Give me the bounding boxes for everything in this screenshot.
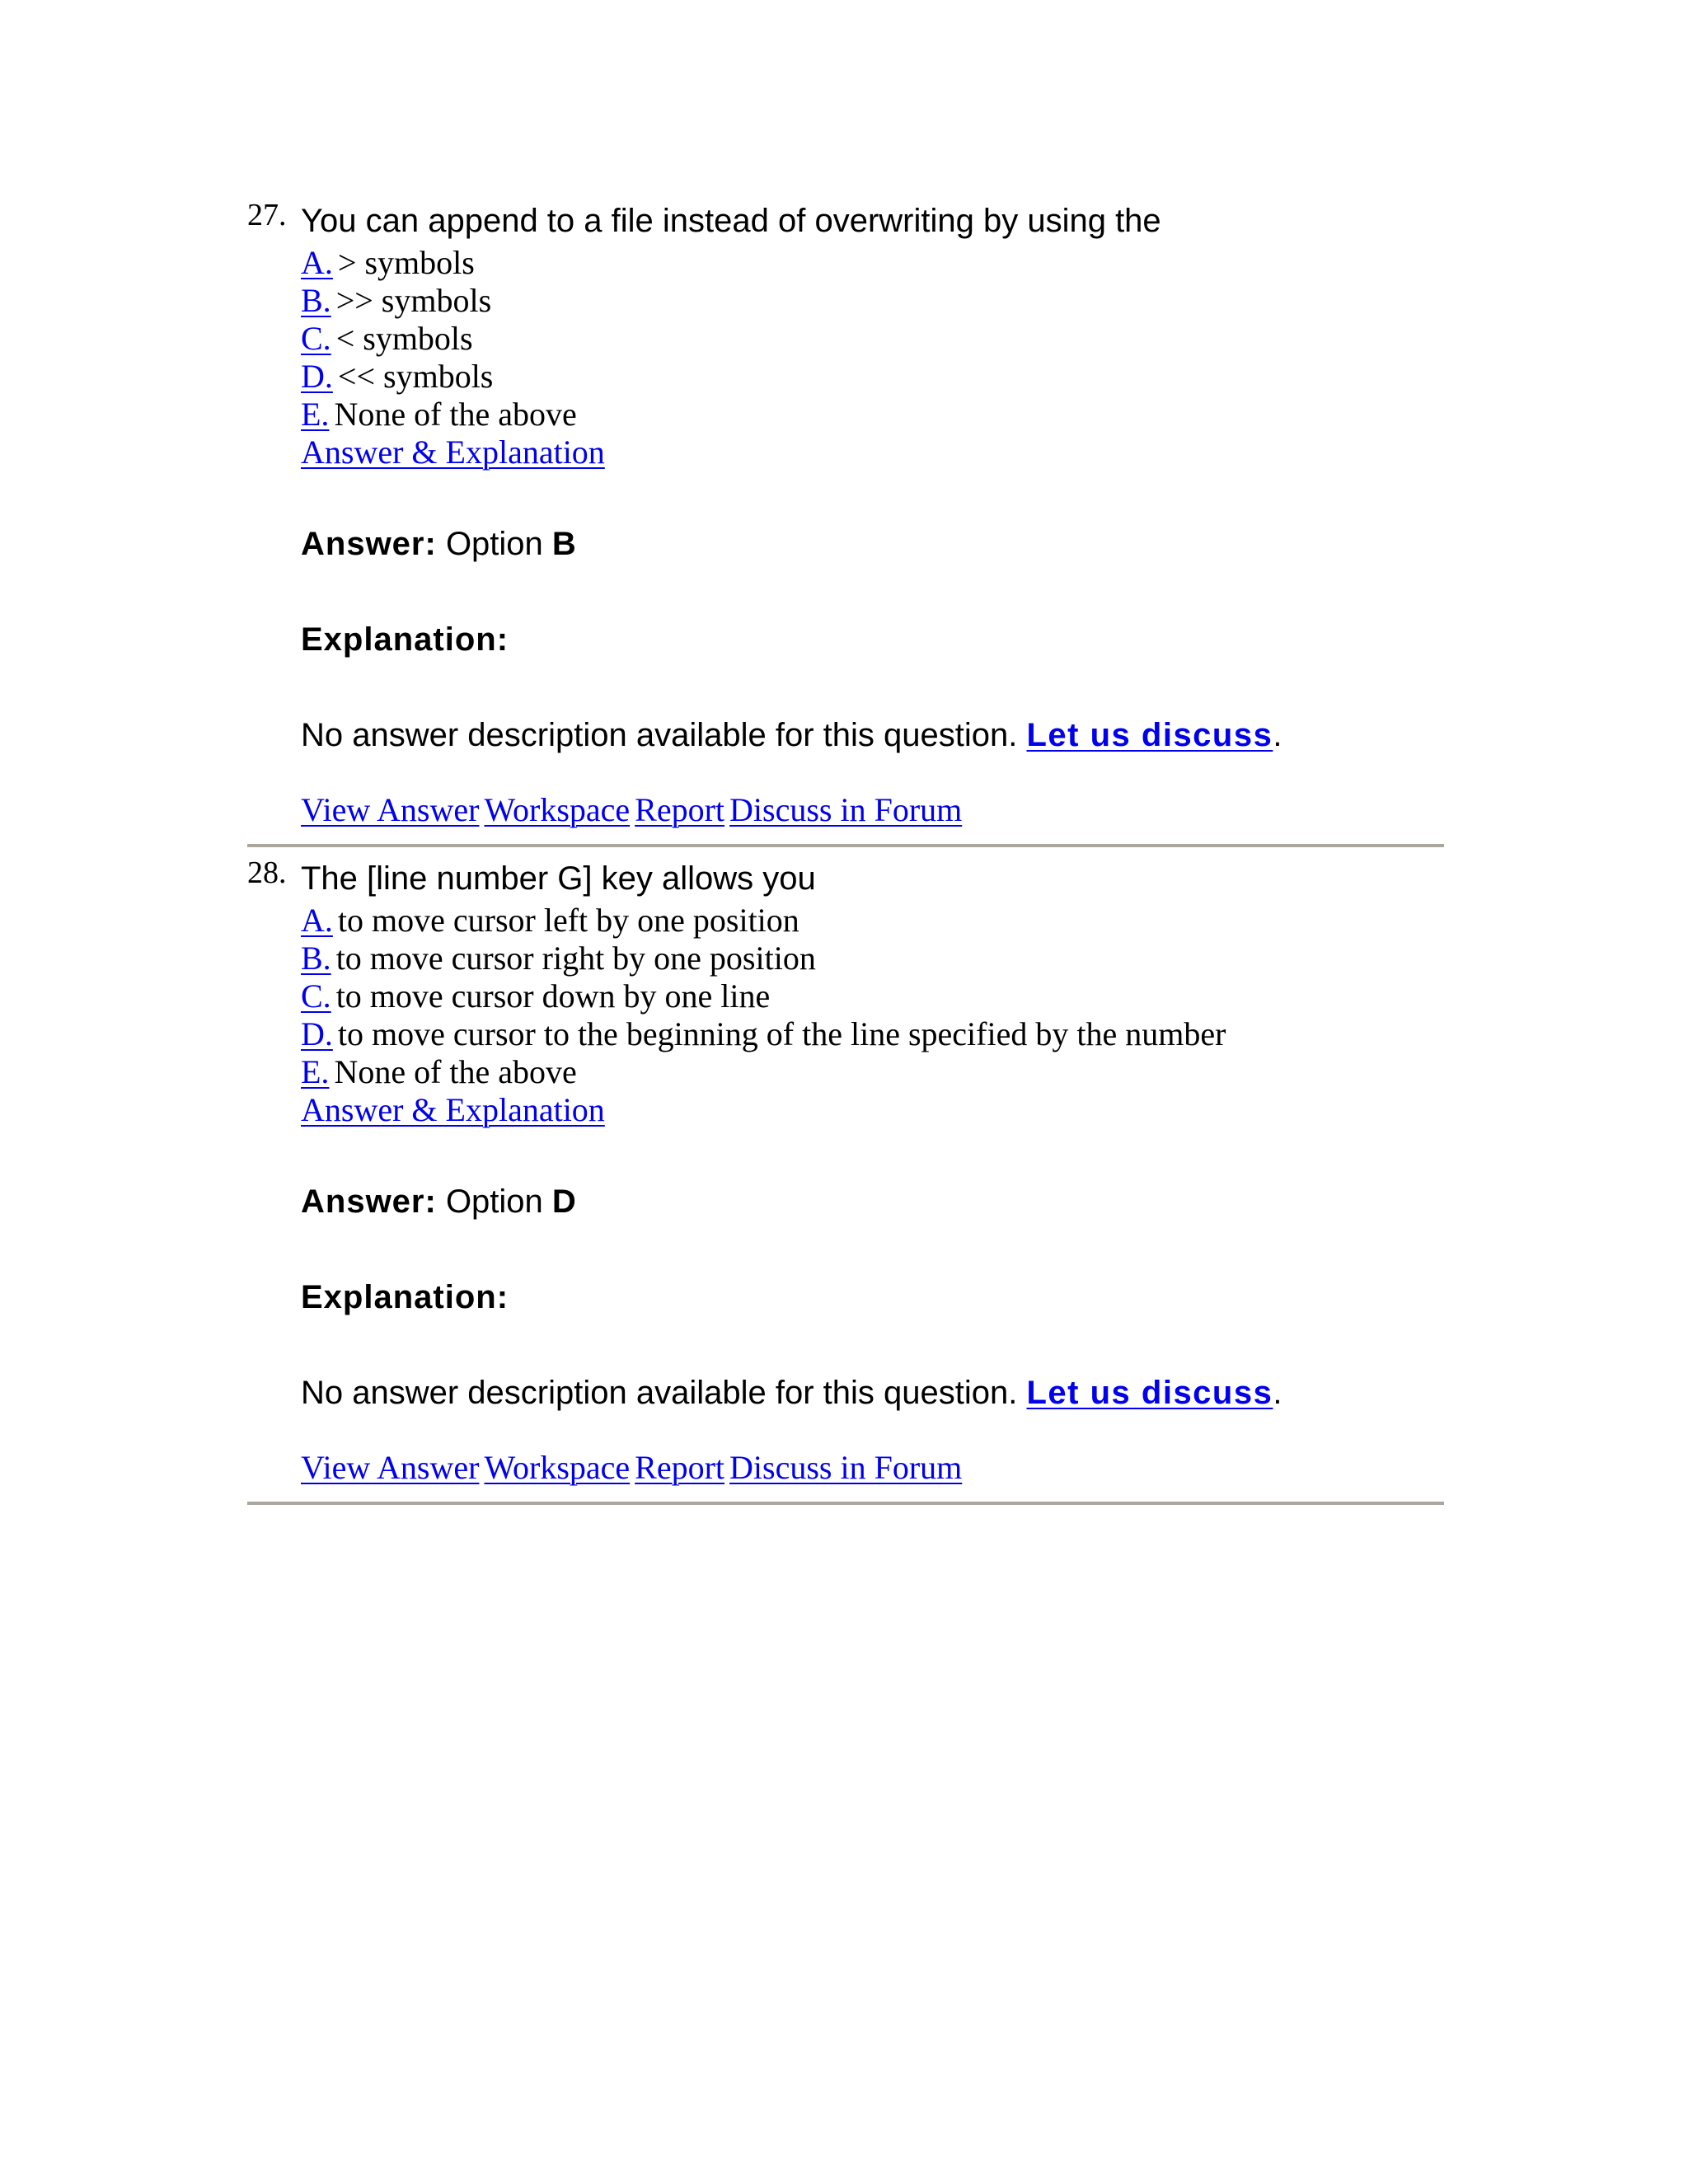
- option-b-link[interactable]: B.: [301, 282, 331, 319]
- option-c-link[interactable]: C.: [301, 320, 331, 357]
- discuss-suffix: .: [1273, 1375, 1282, 1411]
- question-text: You can append to a file instead of overwriting by using the: [301, 203, 1161, 239]
- option-d: [301, 1015, 1444, 1053]
- explanation-paragraph: [301, 715, 1444, 755]
- option-b-text: >> symbols: [335, 282, 492, 319]
- answer-label: Answer:: [301, 1183, 437, 1220]
- explanation-heading: Explanation:: [301, 621, 509, 658]
- action-links: [301, 791, 1444, 829]
- question-body: [301, 198, 1444, 829]
- option-c-text: to move cursor down by one line: [335, 977, 771, 1015]
- explanation-text: No answer description available for this question.: [301, 717, 1018, 753]
- option-b: [301, 940, 1444, 977]
- option-c: [301, 320, 1444, 358]
- option-e: [301, 1053, 1444, 1091]
- report-link[interactable]: Report: [635, 791, 725, 828]
- explanation-text: No answer description available for this question.: [301, 1375, 1018, 1411]
- option-a: [301, 902, 1444, 940]
- option-a-link[interactable]: A.: [301, 244, 333, 281]
- option-c-text: < symbols: [335, 320, 473, 357]
- option-e-text: None of the above: [334, 396, 577, 433]
- option-d-text: << symbols: [337, 358, 494, 395]
- let-us-discuss-link[interactable]: Let us discuss: [1026, 717, 1273, 753]
- option-e: [301, 396, 1444, 434]
- question-text: The [line number G] key allows you: [301, 860, 816, 897]
- option-d-text: to move cursor to the beginning of the line specified by the number: [337, 1015, 1226, 1052]
- option-e-text: None of the above: [334, 1053, 577, 1090]
- answer-explanation-toggle[interactable]: Answer & Explanation: [301, 1091, 605, 1128]
- report-link[interactable]: Report: [635, 1449, 725, 1486]
- answer-value: B: [551, 526, 576, 562]
- explanation-heading: Explanation:: [301, 1279, 509, 1315]
- option-b-link[interactable]: B.: [301, 940, 331, 977]
- option-d: [301, 358, 1444, 396]
- view-answer-link[interactable]: View Answer: [301, 1449, 480, 1486]
- discuss-suffix: .: [1273, 717, 1282, 753]
- answer-value: D: [551, 1183, 576, 1220]
- question-divider: [247, 844, 1444, 847]
- answer-prefix: Option: [445, 526, 543, 562]
- options-list: [301, 244, 1444, 434]
- option-d-link[interactable]: D.: [301, 1015, 333, 1052]
- option-c-link[interactable]: C.: [301, 977, 331, 1015]
- workspace-link[interactable]: Workspace: [484, 791, 631, 828]
- question-body: [301, 855, 1444, 1487]
- action-links: [301, 1449, 1444, 1487]
- option-e-link[interactable]: E.: [301, 1053, 330, 1090]
- answer-prefix: Option: [445, 1183, 543, 1220]
- workspace-link[interactable]: Workspace: [484, 1449, 631, 1486]
- options-list: [301, 902, 1444, 1091]
- let-us-discuss-link[interactable]: Let us discuss: [1026, 1375, 1273, 1411]
- option-e-link[interactable]: E.: [301, 396, 330, 433]
- question-divider: [247, 1502, 1444, 1505]
- discuss-in-forum-link[interactable]: Discuss in Forum: [729, 791, 963, 828]
- view-answer-link[interactable]: View Answer: [301, 791, 480, 828]
- explanation-paragraph: [301, 1373, 1444, 1413]
- option-a: [301, 244, 1444, 282]
- option-b-text: to move cursor right by one position: [335, 940, 816, 977]
- option-a-text: to move cursor left by one position: [337, 902, 799, 939]
- option-a-link[interactable]: A.: [301, 902, 333, 939]
- answer-line: [301, 1182, 1444, 1221]
- option-c: [301, 977, 1444, 1015]
- option-d-link[interactable]: D.: [301, 358, 333, 395]
- answer-line: [301, 524, 1444, 564]
- option-b: [301, 282, 1444, 320]
- option-a-text: > symbols: [337, 244, 475, 281]
- discuss-in-forum-link[interactable]: Discuss in Forum: [729, 1449, 963, 1486]
- question-number: 28.: [247, 855, 287, 890]
- question-number: 27.: [247, 198, 287, 232]
- answer-label: Answer:: [301, 526, 437, 562]
- answer-explanation-toggle[interactable]: Answer & Explanation: [301, 434, 605, 471]
